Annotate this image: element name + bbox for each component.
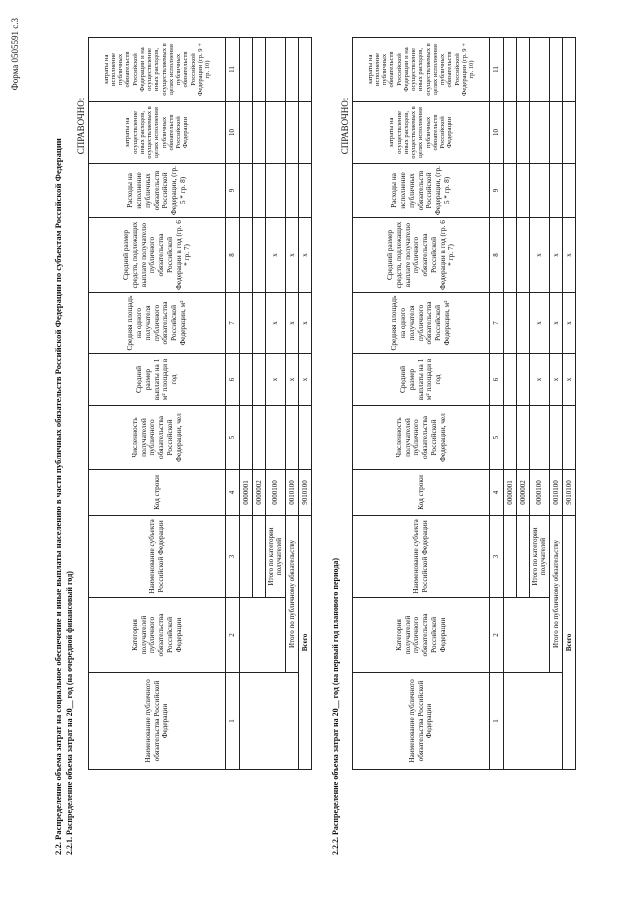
itogo-obligation-label: Итого по публичному обязательству	[549, 516, 562, 673]
table-cell[interactable]	[530, 38, 550, 102]
header-cell: затраты на осуществление иных расходов, осуществляемых в целях исполнения публичных обязательств Российской Федерации	[353, 102, 490, 164]
header-cell: Код строки	[353, 470, 490, 516]
header-cell: затраты на осуществление иных расходов, осуществляемых в целях исполнения публичных обязательств Российской Федерации	[89, 102, 226, 164]
table-cell[interactable]	[240, 164, 253, 218]
table-cell[interactable]	[285, 164, 298, 218]
x-mark: x	[298, 354, 311, 406]
table-cell[interactable]	[549, 102, 562, 164]
table-cell[interactable]	[504, 406, 517, 470]
table-cell[interactable]	[266, 38, 286, 102]
table-cell[interactable]	[504, 354, 517, 406]
header-row	[353, 38, 490, 770]
x-mark: x	[530, 218, 550, 293]
table-cell[interactable]	[504, 673, 563, 770]
row-code: 9010100	[562, 470, 575, 516]
header-cell: Численность получателей публичного обязательства Российской Федерации, чел	[353, 406, 490, 470]
x-mark: x	[549, 354, 562, 406]
column-number: 7	[490, 293, 504, 354]
table-cell[interactable]	[253, 406, 266, 470]
table-cell[interactable]	[530, 102, 550, 164]
table-cell[interactable]	[253, 164, 266, 218]
table-cell[interactable]	[562, 164, 575, 218]
table-cell[interactable]	[298, 102, 311, 164]
table-cell[interactable]	[240, 102, 253, 164]
table-cell[interactable]	[253, 354, 266, 406]
section1-table	[88, 37, 312, 770]
table-cell[interactable]	[240, 406, 253, 470]
x-mark: x	[298, 293, 311, 354]
table-cell[interactable]	[253, 293, 266, 354]
column-number: 9	[490, 164, 504, 218]
column-number: 10	[490, 102, 504, 164]
table-cell[interactable]	[240, 218, 253, 293]
table-cell[interactable]	[285, 38, 298, 102]
column-number: 6	[490, 354, 504, 406]
section2-spravochno: СПРАВОЧНО:	[340, 97, 350, 155]
table-cell[interactable]	[266, 102, 286, 164]
table-cell[interactable]	[504, 102, 517, 164]
x-mark: x	[266, 218, 286, 293]
header-cell: Наименование субъекта Российской Федерации	[89, 516, 226, 598]
column-number: 5	[226, 406, 240, 470]
table-cell[interactable]	[517, 516, 530, 598]
table-cell[interactable]	[517, 164, 530, 218]
header-cell: Наименование публичного обязательства Российской Федерации	[89, 673, 226, 770]
header-cell: Категория получателей публичного обязательства Российской Федерации	[89, 598, 226, 673]
table-cell[interactable]	[504, 218, 517, 293]
table-cell[interactable]	[240, 293, 253, 354]
table-cell[interactable]	[298, 164, 311, 218]
table-cell[interactable]	[504, 293, 517, 354]
x-mark: x	[562, 293, 575, 354]
table-cell[interactable]	[298, 406, 311, 470]
header-cell: Наименование субъекта Российской Федерации	[353, 516, 490, 598]
column-number: 5	[490, 406, 504, 470]
header-cell: затраты на исполнение публичных обязательств Российской Федерации и на осуществление иных расходов, осуществляемых в целях исполнения публичных обязательств Российской Федерации (гр. 9 + гр. 10)	[89, 38, 226, 102]
column-number: 4	[490, 470, 504, 516]
column-number: 8	[226, 218, 240, 293]
table-cell[interactable]	[504, 38, 517, 102]
itogo-category-label: Итого по категории получателей	[530, 516, 550, 598]
table-cell[interactable]	[530, 164, 550, 218]
header-cell: Расходы на исполнение публичных обязательств Российской Федерации, (гр. 5 * гр. 8)	[353, 164, 490, 218]
x-mark: x	[562, 354, 575, 406]
column-number: 2	[226, 598, 240, 673]
x-mark: x	[266, 354, 286, 406]
table-cell[interactable]	[240, 598, 286, 673]
itogo-obligation-label: Итого по публичному обязательству	[285, 516, 298, 673]
header-cell: Категория получателей публичного обязательства Российской Федерации	[353, 598, 490, 673]
column-number: 11	[226, 38, 240, 102]
header-cell: Средняя площадь на одного получателя публичного обязательства Российской Федерации, м²	[353, 293, 490, 354]
header-cell: Расходы на исполнение публичных обязательств Российской Федерации, (гр. 5 * гр. 8)	[89, 164, 226, 218]
header-cell: Средний размер средств, подлежащих выплате получателю публичного обязательства Российской Федерации в год (гр. 6 * гр. 7)	[89, 218, 226, 293]
column-number: 3	[490, 516, 504, 598]
column-number: 1	[490, 673, 504, 770]
table-cell[interactable]	[285, 102, 298, 164]
header-cell: Средняя площадь на одного получателя публичного обязательства Российской Федерации, м²	[89, 293, 226, 354]
row-code: 0000100	[530, 470, 550, 516]
vsego-label: Всего	[298, 516, 311, 770]
form-label: Форма 0505591 с.3	[10, 18, 20, 91]
column-number: 4	[226, 470, 240, 516]
table-cell[interactable]	[504, 164, 517, 218]
table-cell[interactable]	[562, 406, 575, 470]
table-cell[interactable]	[517, 38, 530, 102]
table-row	[504, 38, 517, 770]
x-mark: x	[266, 293, 286, 354]
table-cell[interactable]	[240, 516, 253, 598]
column-number: 10	[226, 102, 240, 164]
column-number: 3	[226, 516, 240, 598]
table-cell[interactable]	[562, 38, 575, 102]
table-cell[interactable]	[530, 406, 550, 470]
table-cell[interactable]	[517, 354, 530, 406]
x-mark: x	[298, 218, 311, 293]
row-code: 0000100	[266, 470, 286, 516]
header-cell: Код строки	[89, 470, 226, 516]
table-cell[interactable]	[562, 102, 575, 164]
section2-table	[352, 37, 576, 770]
table-cell[interactable]	[504, 516, 517, 598]
section2-subtitle: 2.2.2. Распределение объема затрат на 20__ год (на первый год планового периода)	[331, 557, 340, 855]
row-code: 0010100	[549, 470, 562, 516]
row-code: 0000002	[253, 470, 266, 516]
vsego-label: Всего	[562, 516, 575, 770]
section1-subtitle: 2.2.1. Распределение объема затрат на 20__ год (на очередной финансовый год)	[65, 571, 74, 855]
table-row	[285, 38, 298, 770]
header-cell: Наименование публичного обязательства Российской Федерации	[353, 673, 490, 770]
table-row	[562, 38, 575, 770]
header-cell: Средний размер средств, подлежащих выплате получателю публичного обязательства Российской Федерации в год (гр. 6 * гр. 7)	[353, 218, 490, 293]
table-cell[interactable]	[253, 516, 266, 598]
table-cell[interactable]	[285, 406, 298, 470]
column-number: 11	[490, 38, 504, 102]
x-mark: x	[285, 293, 298, 354]
row-code: 9010100	[298, 470, 311, 516]
x-mark: x	[530, 293, 550, 354]
table-cell[interactable]	[240, 38, 253, 102]
x-mark: x	[530, 354, 550, 406]
itogo-category-label: Итого по категории получателей	[266, 516, 286, 598]
column-number: 1	[226, 673, 240, 770]
header-cell: Средний размер выплаты на 1 м² площади в год	[89, 354, 226, 406]
column-number: 7	[226, 293, 240, 354]
table-cell[interactable]	[549, 38, 562, 102]
page-title: 2.2. Распределение объема затрат на социальное обеспечение и иные выплаты населению в части публичных обязательств Российской Федерации по субъектам Российской Федерации	[53, 138, 63, 855]
row-code: 0000002	[517, 470, 530, 516]
table-cell[interactable]	[266, 164, 286, 218]
table-cell[interactable]	[253, 218, 266, 293]
table-row	[240, 38, 253, 770]
table-cell[interactable]	[517, 406, 530, 470]
row-code: 0000001	[240, 470, 253, 516]
column-number-row	[490, 38, 504, 770]
column-number: 9	[226, 164, 240, 218]
table-cell[interactable]	[517, 218, 530, 293]
table-cell[interactable]	[549, 164, 562, 218]
header-cell: затраты на исполнение публичных обязательств Российской Федерации и на осуществление иных расходов, осуществляемых в целях исполнения публичных обязательств Российской Федерации (гр. 9 + гр. 10)	[353, 38, 490, 102]
row-code: 0000001	[504, 470, 517, 516]
table-cell[interactable]	[266, 406, 286, 470]
table-cell[interactable]	[517, 293, 530, 354]
table-cell[interactable]	[253, 102, 266, 164]
x-mark: x	[549, 218, 562, 293]
column-number-row	[226, 38, 240, 770]
table-cell[interactable]	[549, 406, 562, 470]
header-cell: Численность получателей публичного обязательства Российской Федерации, чел	[89, 406, 226, 470]
table-cell[interactable]	[298, 38, 311, 102]
column-number: 6	[226, 354, 240, 406]
table-cell[interactable]	[253, 38, 266, 102]
header-row	[89, 38, 226, 770]
x-mark: x	[562, 218, 575, 293]
row-code: 0010100	[285, 470, 298, 516]
x-mark: x	[549, 293, 562, 354]
table-cell[interactable]	[240, 673, 299, 770]
section1-spravochno: СПРАВОЧНО:	[76, 97, 86, 155]
table-row	[549, 38, 562, 770]
header-cell: Средний размер выплаты на 1 м² площади в год	[353, 354, 490, 406]
x-mark: x	[285, 354, 298, 406]
table-row	[298, 38, 311, 770]
x-mark: x	[285, 218, 298, 293]
column-number: 8	[490, 218, 504, 293]
table-cell[interactable]	[240, 354, 253, 406]
table-cell[interactable]	[504, 598, 550, 673]
column-number: 2	[490, 598, 504, 673]
table-cell[interactable]	[517, 102, 530, 164]
